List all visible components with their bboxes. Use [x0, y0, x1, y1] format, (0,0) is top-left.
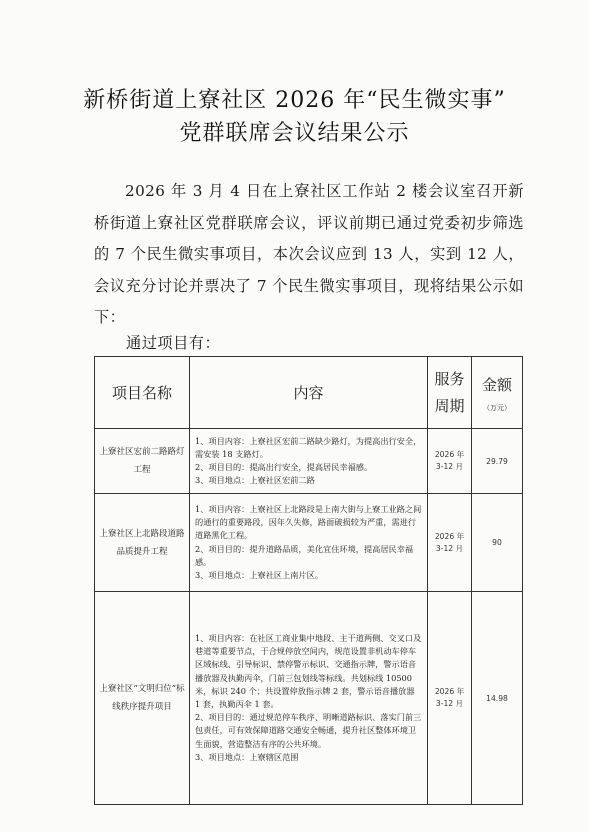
- project-name: 上寮社区宏前二路路灯工程: [95, 429, 190, 494]
- content-item: 2、项目目的：通过规范停车秩序、明晰道路标识、落实门前三包责任，可有效保障道路交通安全畅通，提升社区整体环境卫生面貌，营造整洁有序的公共环境。: [195, 712, 422, 749]
- project-name: 上寮社区上北路段道路品质提升工程: [95, 494, 190, 592]
- content-item: 2、项目目的：提高出行安全，提高居民幸福感。: [195, 462, 373, 472]
- project-period: [428, 494, 472, 592]
- period-months: 3-12 月: [435, 543, 464, 553]
- project-amount: 29.79: [472, 429, 523, 494]
- project-period: [428, 592, 472, 805]
- header-amount-unit: （万元）: [483, 404, 511, 412]
- period-months: 3-12 月: [435, 462, 464, 471]
- content-item: 3、项目地点：上寮社区上南片区。: [195, 569, 324, 580]
- content-item: 1、项目内容：上寮社区上北路段是上南大街与上寮工业路之间的通行的重要路段，因年久失修，路面破损较为严重，需进行道路黑化工程。: [195, 503, 422, 541]
- table-row: [95, 592, 523, 805]
- passed-projects-label: 通过项目有：: [126, 334, 221, 352]
- document-title-line-2: 党群联席会议结果公示: [179, 121, 410, 146]
- content-item: 3、项目地点：上寮辖区范围: [195, 751, 299, 762]
- project-content: [190, 592, 428, 805]
- project-amount: 90: [472, 494, 523, 592]
- content-item: 3、项目地点：上寮社区宏前二路: [195, 475, 315, 486]
- header-period-line-2: 周期: [434, 396, 465, 415]
- table-row: [95, 429, 523, 494]
- project-name: 上寮社区“文明归位”标线秩序提升项目: [95, 592, 190, 805]
- header-period: [428, 357, 472, 429]
- header-amount-label: 金额: [481, 376, 512, 394]
- header-amount: [472, 357, 523, 429]
- content-item: 1、项目内容：在社区工商业集中地段、主干道两侧、交叉口及巷道等重要节点，于合规停放空间内，规范设置非机动车停车区域标线、引导标识、禁停警示标识、交通指示牌，警示语音播放器及执勤丙伞，门前三包划线等标线。共划标线 10500 米，标识 240 个；共设置停放指示牌 2 套，警示语音播放器 1 套，执勤丙伞 1 套。: [195, 632, 422, 709]
- intro-paragraph: 2026 年 3 月 4 日在上寮社区工作站 2 楼会议室召开新桥街道上寮社区党群联席会议，评议前期已通过党委初步筛选的 7 个民生微实事项目，本次会议应到 13 人，实到 12 人，会议充分讨论并票决了 7 个民生微实事项目，现将结果公示如下：: [94, 182, 524, 326]
- table-header-row: [95, 357, 523, 429]
- period-year: 2026 年: [434, 450, 465, 459]
- header-name: 项目名称: [95, 357, 190, 429]
- project-amount: 14.98: [472, 592, 523, 805]
- project-content: [190, 494, 428, 592]
- project-content: [190, 429, 428, 494]
- period-year: 2026 年: [434, 687, 465, 696]
- project-period: [428, 429, 472, 494]
- content-item: 2、项目目的：提升道路品质，美化宜住环境，提高居民幸福感。: [195, 543, 414, 567]
- table-row: [95, 494, 523, 592]
- content-item: 1、项目内容：上寮社区宏前二路缺少路灯，为提高出行安全，需安装 18 支路灯。: [195, 435, 422, 459]
- document-title-line-1: 新桥街道上寮社区 2026 年“民生微实事”: [83, 88, 506, 113]
- header-content: 内容: [190, 357, 428, 429]
- period-year: 2026 年: [434, 531, 465, 541]
- projects-table: [94, 356, 523, 805]
- header-period-line-1: 服务: [434, 369, 465, 388]
- period-months: 3-12 月: [435, 699, 464, 708]
